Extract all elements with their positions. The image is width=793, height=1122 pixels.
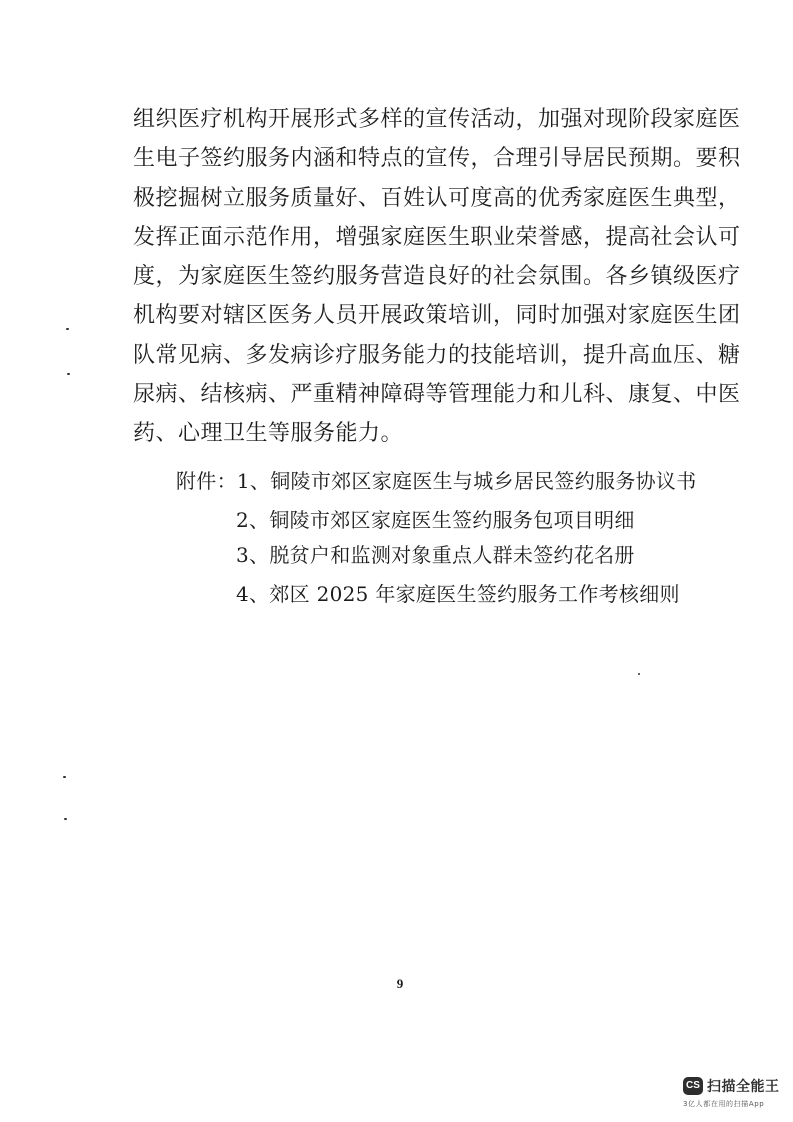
- scan-speck: [638, 673, 640, 675]
- body-paragraph: [133, 100, 741, 454]
- attachment-item: [236, 541, 696, 569]
- page-number: 9: [396, 976, 404, 991]
- body-line: 尿病、结核病、严重精神障碍等管理能力和儿科、康复、中医: [133, 382, 741, 408]
- attachment-item-text: 2、铜陵市郊区家庭医生签约服务包项目明细: [236, 508, 635, 532]
- attachment-item-text: 3、脱贫户和监测对象重点人群未签约花名册: [236, 543, 635, 567]
- watermark-app-name: 扫描全能王: [707, 1079, 780, 1095]
- attachment-item: [236, 580, 696, 608]
- body-line: 极挖掘树立服务质量好、百姓认可度高的优秀家庭医生典型，: [133, 185, 741, 211]
- scan-speck: [64, 818, 67, 820]
- body-line: 药、心理卫生等服务能力。: [133, 421, 404, 447]
- body-line: 度，为家庭医生签约服务营造良好的社会氛围。各乡镇级医疗: [133, 264, 741, 290]
- body-line: 生电子签约服务内涵和特点的宣传，合理引导居民预期。要积: [133, 146, 741, 172]
- body-line: 组织医疗机构开展形式多样的宣传活动，加强对现阶段家庭医: [133, 107, 741, 132]
- body-line: 队常见病、多发病诊疗服务能力的技能培训，提升高血压、糖: [133, 342, 741, 368]
- attachment-item-text: 4、郊区 2025 年家庭医生签约服务工作考核细则: [236, 582, 680, 606]
- scan-speck: [63, 776, 66, 778]
- camscanner-logo-icon: CS: [683, 1077, 703, 1095]
- body-line: 发挥正面示范作用，增强家庭医生职业荣誉感，提高社会认可: [133, 224, 741, 250]
- body-line: 机构要对辖区医务人员开展政策培训，同时加强对家庭医生团: [133, 303, 741, 329]
- scan-speck: [67, 373, 70, 375]
- scanner-watermark: [683, 1075, 783, 1115]
- watermark-tagline: 3亿人都在用的扫描App: [683, 1100, 765, 1108]
- attachment-label: 附件：: [176, 469, 237, 493]
- scan-speck: [66, 328, 69, 330]
- attachment-item: [236, 506, 696, 534]
- attachment-item: [176, 467, 696, 495]
- attachment-item-text: 1、铜陵市郊区家庭医生与城乡居民签约服务协议书: [236, 469, 697, 493]
